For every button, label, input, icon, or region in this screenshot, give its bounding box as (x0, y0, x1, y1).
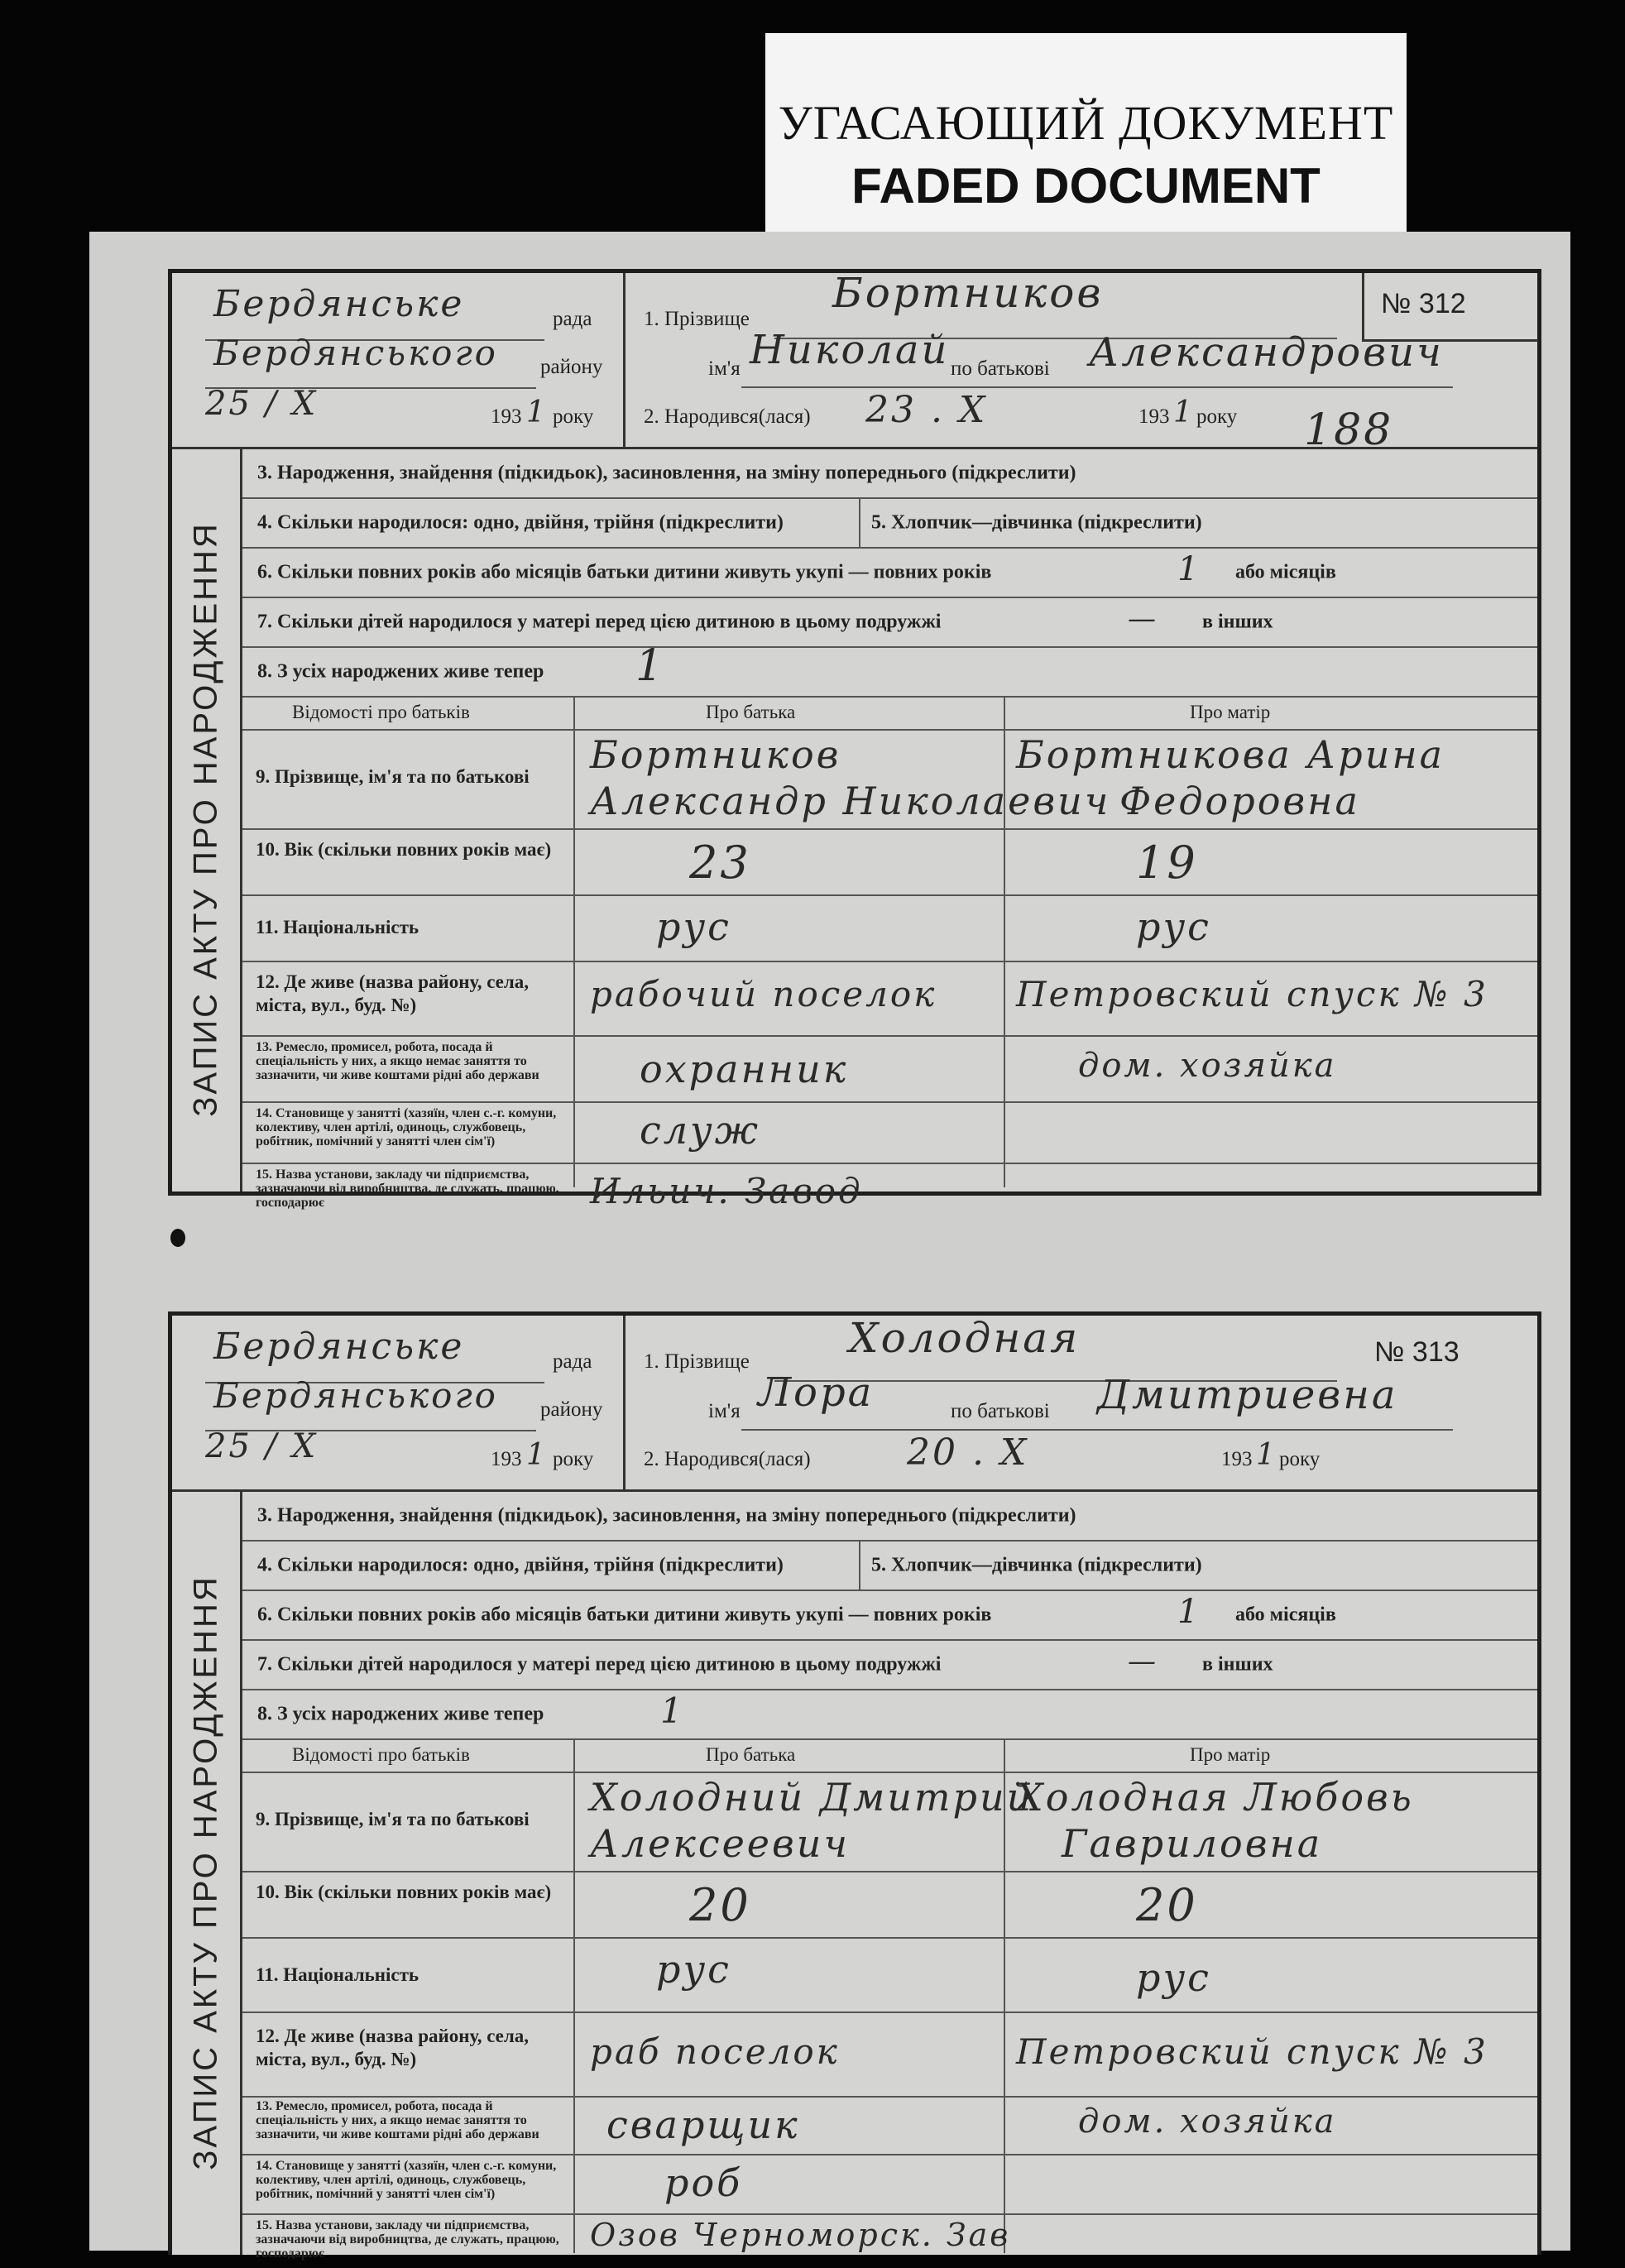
punch-hole (170, 1229, 185, 1247)
village-value: Бердянське (213, 1326, 465, 1368)
q8-label: 8. З усіх народжених живе тепер (257, 1703, 544, 1725)
r14-label: 14. Становище у занятті (хазяїн, член с.-г. комуни, колективу, член артілі, одиноць, службовець, робітник, помічний у занятті член сім'ї) (256, 2159, 557, 2201)
reg-year-value: 1 (526, 1438, 548, 1472)
q7-value: — (1128, 1645, 1158, 1678)
q6-label: 6. Скільки повних років або місяців батьки дитини живуть укупі — повних років (257, 1604, 992, 1626)
underline (741, 1429, 1453, 1431)
r14-label: 14. Становище у занятті (хазяїн, член с.-г. комуни, колективу, член артілі, одиноць, службовець, робітник, помічний у занятті член сім'ї) (256, 1106, 557, 1148)
row-name (242, 1773, 1537, 1872)
mother-name-1: Холодная Любовь (1016, 1775, 1414, 1820)
row-q7 (242, 1641, 1537, 1690)
r10-label: 10. Вік (скільки повних років має) (256, 1882, 552, 1902)
father-nationality: рус (656, 1947, 731, 1992)
q5-label: 5. Хлопчик—дівчинка (підкреслити) (871, 511, 1202, 534)
col-father-header: Про батька (706, 1744, 796, 1765)
father-occupation: охранник (640, 1047, 849, 1091)
r9-label: 9. Прізвище, ім'я та по батькові (256, 1809, 530, 1829)
father-name-2: Алексеевич (590, 1821, 851, 1866)
reg-year-value: 1 (526, 396, 548, 429)
birth-year-value: 1 (1256, 1438, 1277, 1472)
birth-day-value: 23 . Х (865, 389, 988, 431)
q5-label: 5. Хлопчик—дівчинка (підкреслити) (871, 1554, 1202, 1576)
patronymic-value: Александрович (1089, 329, 1444, 376)
record-number-box (1362, 273, 1538, 342)
q3-label: 3. Народження, знайдення (підкидьок), засиновлення, на зміну попереднього (підкреслити) (257, 1504, 1076, 1527)
registry-office-block (172, 1316, 626, 1489)
q7-other-label: в інших (1202, 1653, 1273, 1676)
record-number: № 312 (1381, 288, 1466, 319)
father-position: роб (664, 2160, 743, 2205)
faded-document-stamp (765, 33, 1407, 242)
mother-age: 20 (1136, 1879, 1198, 1931)
q6-months-label: або місяців (1235, 1604, 1336, 1626)
mother-residence: Петровский спуск № 3 (1016, 2031, 1488, 2072)
year-prefix: 193 (491, 1448, 522, 1470)
row-workplace (242, 2215, 1537, 2261)
stamp-english-text: FADED DOCUMENT (851, 158, 1321, 213)
mother-name-2: Федоровна (1119, 779, 1360, 823)
document-sheet (89, 232, 1570, 2261)
registry-office-block (172, 273, 626, 447)
side-title: ЗАПИС АКТУ ПРО НАРОДЖЕННЯ (187, 1574, 224, 2170)
r11-label: 11. Національність (256, 917, 419, 937)
district-value: Бердянського (213, 1375, 498, 1416)
patronymic-label: по батькові (951, 357, 1050, 380)
village-value: Бердянське (213, 283, 465, 325)
col-mother-header: Про матір (1190, 1744, 1271, 1765)
name-label: ім'я (708, 1400, 741, 1422)
surname-label: 1. Прізвище (644, 308, 750, 330)
mother-nationality: рус (1136, 1955, 1211, 2000)
row-residence (242, 962, 1537, 1037)
father-workplace: Озов Черноморск. Зав (590, 2217, 1011, 2253)
father-residence: рабочий поселок (590, 974, 937, 1014)
record-header (172, 269, 1537, 455)
row-q4-q5 (242, 499, 1537, 549)
row-occupation (242, 2098, 1537, 2155)
name-value: Николай (750, 327, 950, 373)
col-father-header: Про батька (706, 702, 796, 722)
q4-label: 4. Скільки народилося: одно, двійня, трійня (підкреслити) (257, 511, 784, 534)
row-q7 (242, 598, 1537, 648)
reg-date-value: 25 / Х (205, 1427, 319, 1465)
q7-other-label: в інших (1202, 611, 1273, 633)
q8-value: 1 (635, 641, 666, 691)
side-title-strip (172, 1489, 242, 2255)
year-prefix: 193 (1138, 405, 1170, 428)
father-age: 23 (689, 837, 751, 889)
father-name-1: Бортников (590, 732, 841, 777)
row-age (242, 830, 1537, 896)
father-workplace: Ильич. Завод (590, 1171, 863, 1211)
separator (859, 1542, 860, 1590)
side-title-strip (172, 447, 242, 1192)
name-label: ім'я (708, 357, 741, 380)
row-nationality (242, 1939, 1537, 2013)
mother-residence: Петровский спуск № 3 (1016, 974, 1488, 1014)
r11-label: 11. Національність (256, 1964, 419, 1985)
mother-name-1: Бортникова Арина (1016, 732, 1445, 777)
surname-value: Холодная (849, 1314, 1081, 1362)
row-name (242, 731, 1537, 830)
q6-months-label: або місяців (1235, 561, 1336, 583)
side-title: ЗАПИС АКТУ ПРО НАРОДЖЕННЯ (187, 521, 224, 1117)
mother-occupation: дом. хозяйка (1078, 1047, 1337, 1085)
q8-label: 8. З усіх народжених живе тепер (257, 660, 544, 683)
father-name-2: Александр Николаевич (590, 779, 1111, 823)
row-workplace (242, 1164, 1537, 1222)
r9-label: 9. Прізвище, ім'я та по батькові (256, 766, 530, 787)
year-prefix: 193 (491, 405, 522, 428)
birth-year-value: 1 (1173, 396, 1195, 429)
father-occupation: сварщик (606, 2103, 800, 2147)
record-header (172, 1316, 1537, 1492)
row-q8 (242, 1690, 1537, 1740)
col-info-header: Відомості про батьків (292, 702, 470, 722)
r10-label: 10. Вік (скільки повних років має) (256, 839, 552, 860)
father-name-1: Холодний Дмитрий (590, 1775, 1034, 1820)
row-residence (242, 2013, 1537, 2098)
row-position (242, 2155, 1537, 2215)
birth-record-card-2 (168, 1311, 1541, 2261)
father-position: служ (640, 1108, 761, 1153)
rayonu-label: району (540, 1398, 603, 1421)
mother-occupation: дом. хозяйка (1078, 2103, 1337, 2141)
row-q6 (242, 549, 1537, 598)
separator (859, 499, 860, 547)
child-identity-block (626, 1316, 1537, 1489)
patronymic-value: Дмитриевна (1097, 1372, 1398, 1418)
r13-label: 13. Ремесло, промисел, робота, посада й спеціальність у них, а якщо немає заняття то зазначити, чи живе коштами рідні або держави (256, 2099, 539, 2141)
row-occupation (242, 1037, 1537, 1103)
parents-table (242, 1740, 1537, 2261)
q6-years-value: 1 (1177, 550, 1201, 588)
q4-label: 4. Скільки народилося: одно, двійня, трійня (підкреслити) (257, 1554, 784, 1576)
birth-record-card-1 (168, 269, 1541, 1211)
district-value: Бердянського (213, 333, 498, 373)
row-nationality (242, 896, 1537, 962)
r15-label: 15. Назва установи, закладу чи підприємства, зазначаючи від виробництва, де служать, працюю, господарює (256, 1168, 559, 1210)
name-value: Лора (758, 1369, 875, 1416)
born-label: 2. Народився(лася) (644, 1448, 811, 1470)
row-q8 (242, 641, 1537, 698)
birth-day-value: 20 . Х (907, 1431, 1029, 1474)
surname-label: 1. Прізвище (644, 1350, 750, 1373)
parents-header-row (242, 698, 1537, 731)
father-nationality: рус (656, 904, 731, 949)
row-age (242, 1872, 1537, 1939)
q7-label: 7. Скільки дітей народилося у матері перед цією дитиною в цьому подружжі (257, 1653, 942, 1676)
row-q3 (242, 1492, 1537, 1542)
mother-nationality: рус (1136, 904, 1211, 949)
father-age: 20 (689, 1879, 751, 1931)
patronymic-label: по батькові (951, 1400, 1050, 1422)
row-q3 (242, 449, 1537, 499)
q6-label: 6. Скільки повних років або місяців батьки дитини живуть укупі — повних років (257, 561, 992, 583)
r15-label: 15. Назва установи, закладу чи підприємства, зазначаючи від виробництва, де служать, працюю, господарює (256, 2218, 559, 2261)
stamp-russian-text: УГАСАЮЩИЙ ДОКУМЕНТ (778, 96, 1394, 150)
underline (741, 386, 1453, 388)
q6-years-value: 1 (1177, 1593, 1201, 1631)
parents-table (242, 698, 1537, 1211)
roku-label: року (1196, 405, 1238, 428)
year-prefix: 193 (1221, 1448, 1253, 1470)
col-mother-header: Про матір (1190, 702, 1271, 722)
r12-label: 12. Де живе (назва району, села, міста, вул., буд. №) (256, 971, 530, 1015)
side-number: 188 (1304, 405, 1394, 455)
reg-date-value: 25 / Х (205, 385, 319, 423)
born-label: 2. Народився(лася) (644, 405, 811, 428)
r12-label: 12. Де живе (назва району, села, міста, вул., буд. №) (256, 2026, 530, 2069)
roku-label: року (553, 1448, 594, 1470)
mother-name-2: Гавриловна (1062, 1821, 1323, 1866)
rada-label: рада (553, 308, 592, 330)
roku-label: року (1279, 1448, 1321, 1470)
row-position (242, 1103, 1537, 1164)
child-identity-block (626, 269, 1537, 455)
r13-label: 13. Ремесло, промисел, робота, посада й спеціальність у них, а якщо немає заняття то зазначити, чи живе коштами рідні або держави (256, 1040, 539, 1082)
row-q6 (242, 1591, 1537, 1641)
rada-label: рада (553, 1350, 592, 1373)
roku-label: року (553, 405, 594, 428)
mother-age: 19 (1136, 837, 1198, 889)
parents-header-row (242, 1740, 1537, 1773)
q7-value: — (1128, 602, 1158, 635)
surname-value: Бортников (832, 269, 1104, 317)
record-number: № 313 (1374, 1336, 1460, 1368)
q8-value: 1 (660, 1690, 685, 1731)
father-residence: раб поселок (590, 2031, 840, 2072)
q3-label: 3. Народження, знайдення (підкидьок), засиновлення, на зміну попереднього (підкреслити) (257, 462, 1076, 484)
col-info-header: Відомості про батьків (292, 1744, 470, 1765)
row-q4-q5 (242, 1542, 1537, 1591)
q7-label: 7. Скільки дітей народилося у матері перед цією дитиною в цьому подружжі (257, 611, 942, 633)
rayonu-label: району (540, 356, 603, 378)
